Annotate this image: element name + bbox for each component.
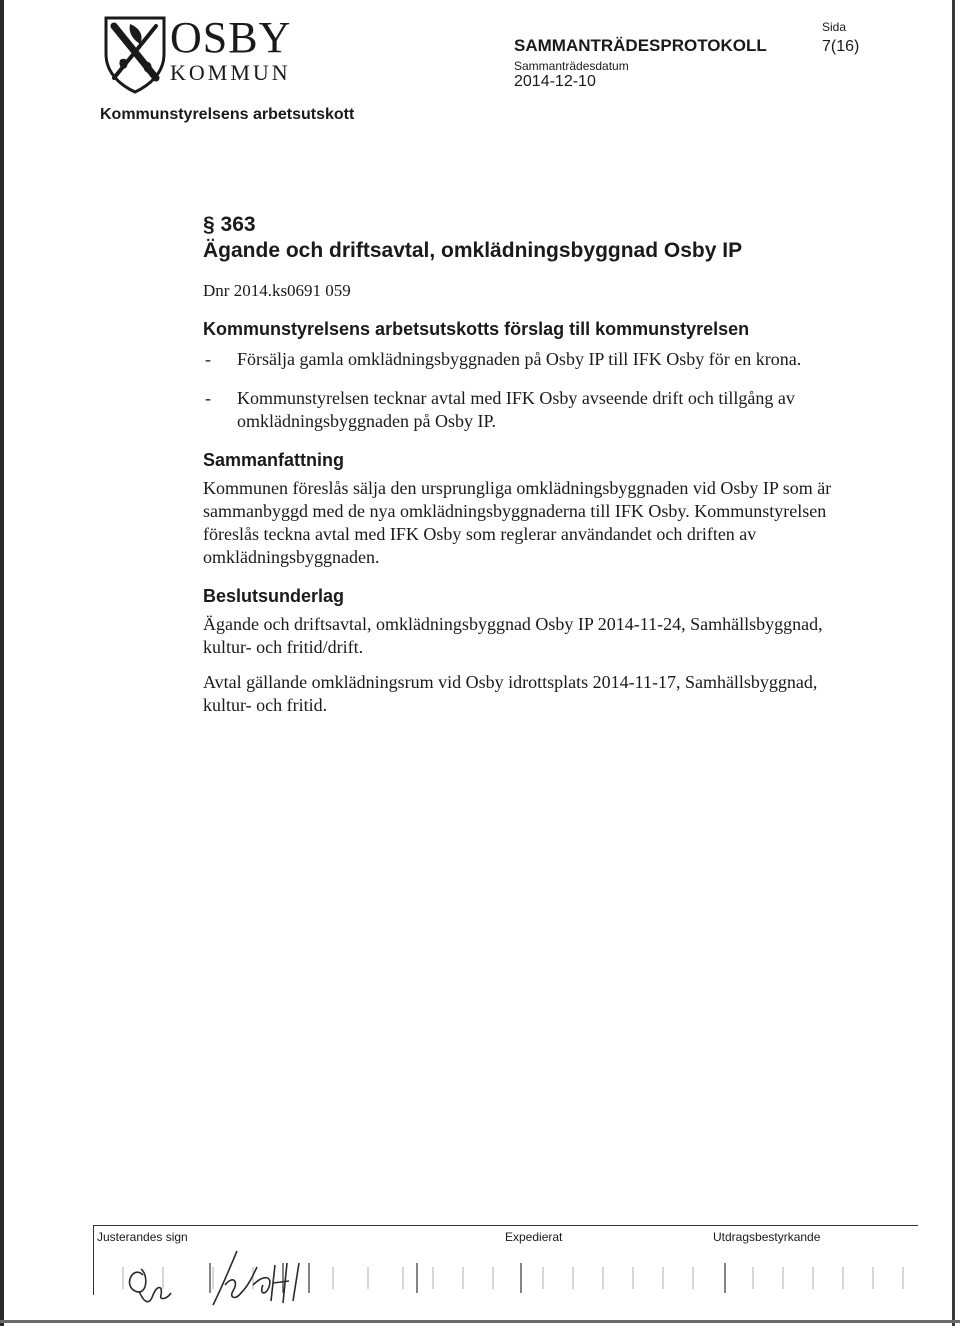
list-item: - Försälja gamla omklädningsbyggnaden på Osby IP till IFK Osby för en krona.: [205, 349, 802, 369]
extract-label: Utdragsbestyrkande: [713, 1230, 821, 1244]
brand-name: OSBY: [170, 13, 292, 62]
footer: [93, 1225, 918, 1317]
sign-label: Justerandes sign: [97, 1230, 188, 1244]
basis-item: Ägande och driftsavtal, omklädningsbyggnad Osby IP 2014-11-24, Samhällsbyggnad, kultur- och fritid/drift.: [203, 614, 823, 657]
brand: [170, 13, 292, 86]
sent-label: Expedierat: [505, 1230, 563, 1244]
summary-text: Kommunen föreslås sälja den ursprungliga omklädningsbyggnaden vid Osby IP som är sammanbyggd med de nya omklädningsbyggnaderna till IFK Osby. Kommunstyrelsen föreslås teckna avtal med IFK Osby som reglerar användandet och driften av omklädningsbyggnaden.: [203, 478, 832, 567]
item-title: Ägande och driftsavtal, omklädningsbyggnad Osby IP: [203, 239, 743, 262]
basis-item: Avtal gällande omklädningsrum vid Osby idrottsplats 2014-11-17, Samhällsbyggnad, kultur- och fritid.: [203, 672, 818, 715]
page-number: 7(16): [822, 38, 860, 55]
committee-name: Kommunstyrelsens arbetsutskott: [100, 106, 355, 123]
page-label: Sida: [822, 20, 847, 34]
proposal-heading: Kommunstyrelsens arbetsutskotts förslag till kommunstyrelsen: [203, 319, 750, 339]
list-item: - Kommunstyrelsen tecknar avtal med IFK Osby avseende drift och tillgång av omklädningsbyggnaden på Osby IP.: [205, 388, 795, 431]
footer-left-border: [93, 1225, 94, 1295]
basis-heading: Beslutsunderlag: [203, 586, 345, 606]
document-type: SAMMANTRÄDESPROTOKOLL: [514, 36, 767, 55]
scan-edge-bottom: [0, 1320, 960, 1323]
summary-heading: Sammanfattning: [203, 450, 345, 470]
scan-edge-right: [952, 0, 955, 1326]
scan-edge-left: [0, 0, 4, 1326]
handwritten-signature: [113, 1245, 353, 1315]
footer-divider: [93, 1225, 918, 1226]
brand-sub: KOMMUN: [170, 60, 291, 85]
paragraph-number: § 363: [203, 213, 256, 236]
dnr-reference: Dnr 2014.ks0691 059: [203, 281, 351, 300]
proposal-list: [203, 348, 833, 433]
protocol-item: [203, 212, 833, 717]
date-label: Sammanträdesdatum: [514, 59, 629, 73]
meeting-date: 2014-12-10: [514, 73, 596, 90]
coat-of-arms-icon: [100, 14, 170, 94]
